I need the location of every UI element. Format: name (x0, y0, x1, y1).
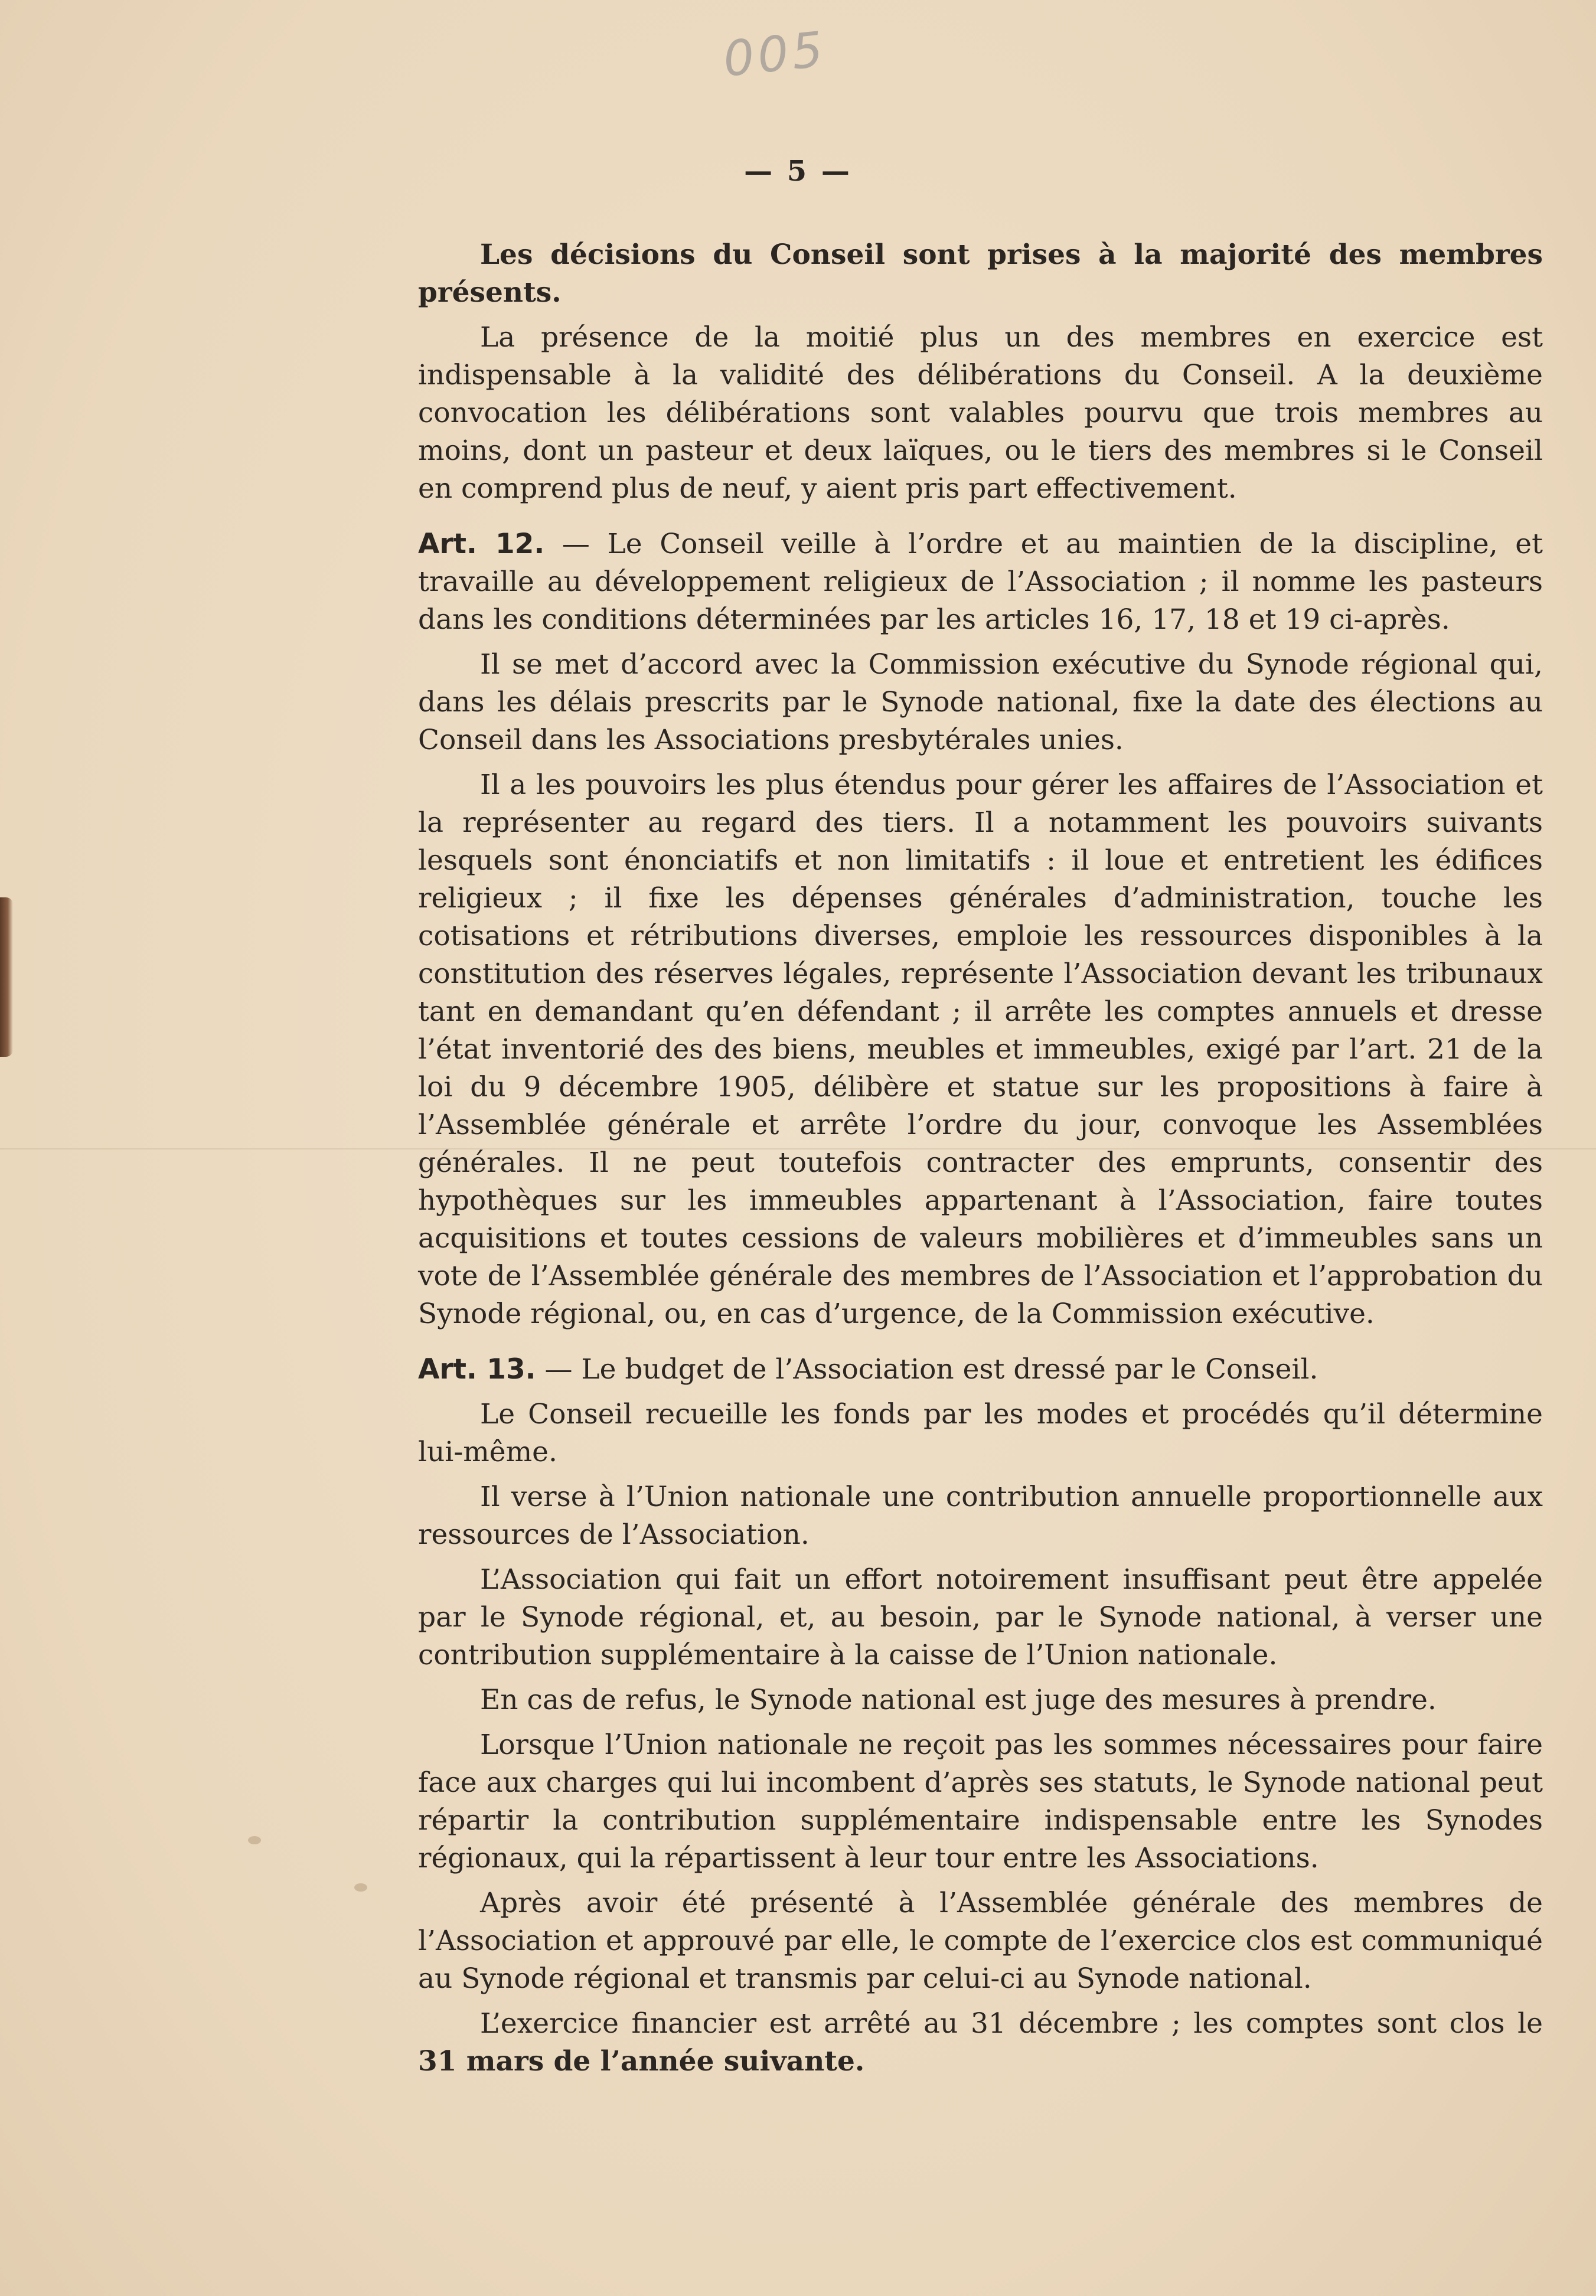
paragraph-text: Après avoir été présenté à l’Assemblée générale des membres de l’Association et approuvé par elle, le compte de l’exercice clos est communiqué au Synode régional et transmis par celui-ci au Synode national. (418, 1887, 1543, 1995)
pinhole-mark (354, 1883, 367, 1892)
article-text: — Le budget de l’Association est dressé par le Conseil. (536, 1353, 1318, 1386)
paragraph (418, 1396, 1543, 1471)
paragraph-text: Les décisions du Conseil sont prises à la majorité des membres présents. (418, 239, 1543, 309)
document-body (418, 236, 1543, 2088)
paragraph (418, 1561, 1543, 1674)
paragraph-text: En cas de refus, le Synode national est juge des mesures à prendre. (480, 1684, 1437, 1716)
paragraph (418, 1726, 1543, 1877)
pinhole-mark (248, 1836, 261, 1844)
article-13 (418, 1351, 1543, 1389)
paragraph-text: L’Association qui fait un effort notoirement insuffisant peut être appelée par le Synode régional, et, au besoin, par le Synode national, à verser une contribution supplémentaire à la caisse de l’Union nationale. (418, 1563, 1543, 1671)
paragraph-text: Lorsque l’Union nationale ne reçoit pas les sommes nécessaires pour faire face aux charges qui lui incombent d’après ses statuts, le Synode national peut répartir la contribution supplémentaire indispensable entre les Synodes régionaux, qui la répartissent à leur tour entre les Associations. (418, 1729, 1543, 1874)
binding-stain (0, 897, 13, 1057)
paragraph (418, 766, 1543, 1333)
article-text: — Le Conseil veille à l’ordre et au maintien de la discipline, et travaille au développement religieux de l’Association ; il nomme les pasteurs dans les conditions déterminées par les articles 16, 17, 18 et 19 ci-après. (418, 528, 1543, 636)
article-label: Art. 12. (418, 528, 545, 560)
paragraph (418, 1885, 1543, 1998)
pencil-note: 005 (720, 21, 830, 88)
paragraph (418, 1681, 1543, 1719)
paragraph-bold-text: 31 mars de l’année suivante. (418, 2045, 865, 2078)
paragraph (418, 1478, 1543, 1554)
article-label: Art. 13. (418, 1353, 536, 1386)
article-12 (418, 525, 1543, 639)
paragraph (418, 646, 1543, 759)
paragraph-text: Il a les pouvoirs les plus étendus pour gérer les affaires de l’Association et la représenter au regard des tiers. Il a notamment les pouvoirs suivants lesquels sont énonciatifs et non limitatifs : il loue et entretient les édifices religieux ; il fixe les dépenses générales d’administration, touche les cotisations et rétributions diverses, emploie les ressources disponibles à la constitution des réserves légales, représente l’Association devant les tribunaux tant en demandant qu’en défendant ; il arrête les comptes annuels et dresse l’état inventorié des des biens, meubles et immeubles, exigé par l’art. 21 de la loi du 9 décembre 1905, délibère et statue sur les propositions à faire à l’Assemblée générale et arrête l’ordre du jour, convoque les Assemblées générales. Il ne peut toutefois contracter des emprunts, consentir des hypothèques sur les immeubles appartenant à l’Association, faire toutes acquisitions et toutes cessions de valeurs mobilières et d’immeubles sans un vote de l’Assemblée générale des membres de l’Association et l’approbation du Synode régional, ou, en cas d’urgence, de la Commission exécutive. (418, 769, 1543, 1330)
paragraph-text: Le Conseil recueille les fonds par les modes et procédés qu’il détermine lui-même. (418, 1398, 1543, 1468)
paragraph (418, 319, 1543, 508)
paragraph-text: L’exercice financier est arrêté au 31 décembre ; les comptes sont clos le (480, 2007, 1543, 2040)
paragraph (418, 2005, 1543, 2081)
paragraph-text: La présence de la moitié plus un des membres en exercice est indispensable à la validité des délibérations du Conseil. A la deuxième convocation les délibérations sont valables pourvu que trois membres au moins, dont un pasteur et deux laïques, ou le tiers des membres si le Conseil en comprend plus de neuf, y aient pris part effectivement. (418, 321, 1543, 505)
paragraph-text: Il se met d’accord avec la Commission exécutive du Synode régional qui, dans les délais prescrits par le Synode national, fixe la date des élections au Conseil dans les Associations presbytérales unies. (418, 648, 1543, 756)
paragraph-text: Il verse à l’Union nationale une contribution annuelle proportionnelle aux ressources de l’Association. (418, 1481, 1543, 1551)
page-number: — 5 — (744, 155, 852, 188)
paragraph (418, 236, 1543, 312)
